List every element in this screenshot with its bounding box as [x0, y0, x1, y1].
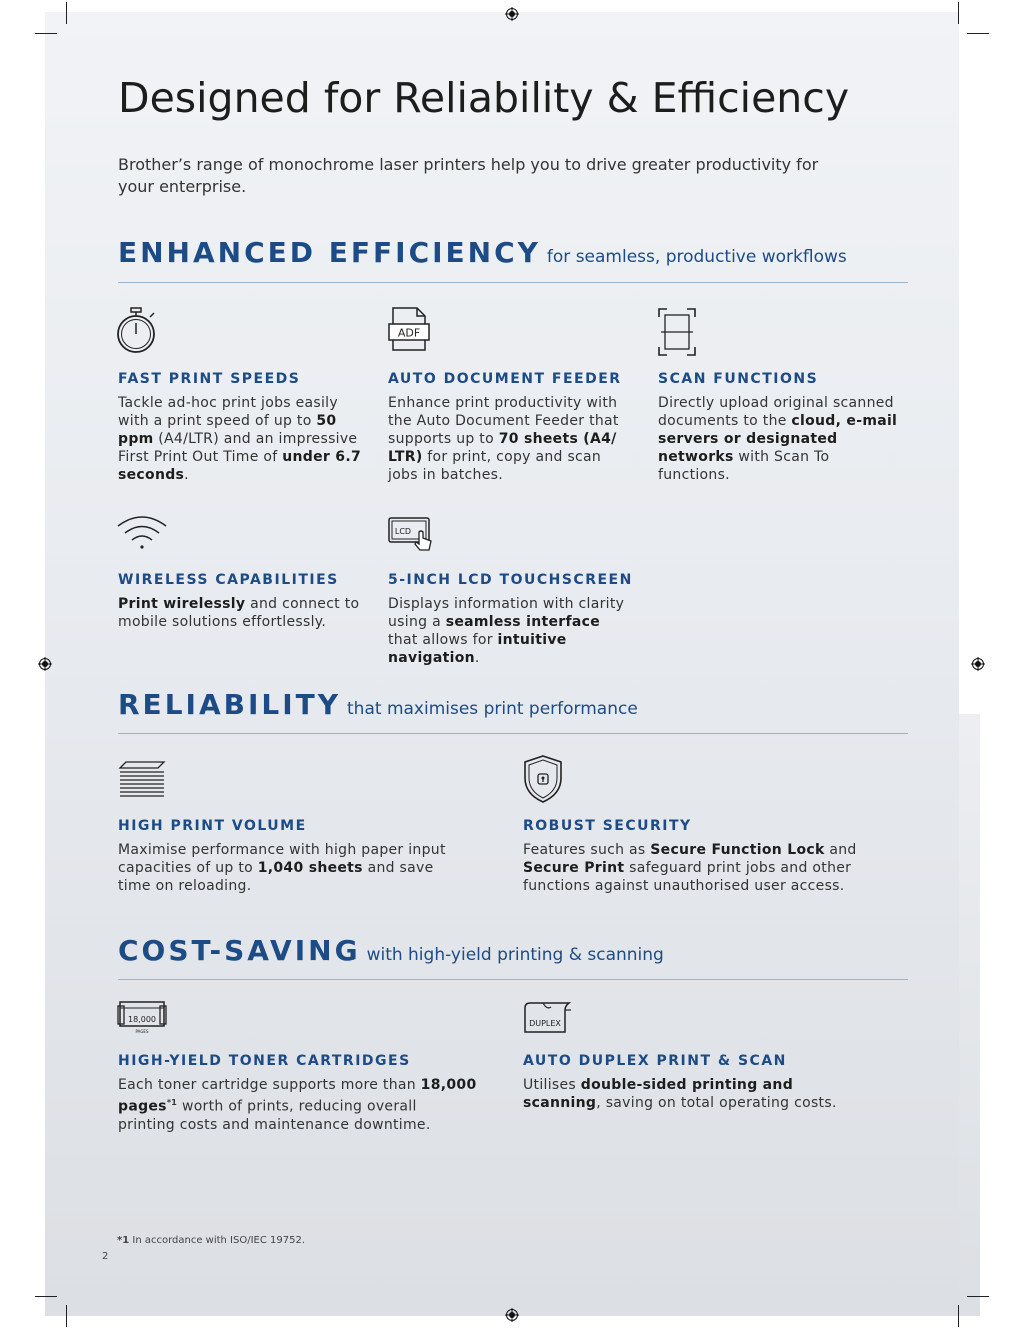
body-bold: 50 ppm	[118, 413, 337, 447]
body-text: Displays information with clarity using a	[388, 596, 625, 630]
body-bold: cloud, e-mail servers or designated networks	[658, 413, 898, 465]
body-bold: Secure Function Lock	[650, 842, 825, 858]
feature-title-lcd: 5-INCH LCD TOUCHSCREEN	[388, 572, 633, 588]
feature-title-security: ROBUST SECURITY	[523, 818, 692, 834]
page-number: 2	[102, 1251, 109, 1262]
body-text: Utilises	[523, 1077, 581, 1093]
registration-mark-icon	[505, 7, 519, 21]
body-text: for print, copy and scan jobs in batches.	[388, 449, 602, 483]
body-text: and save time on reloading.	[118, 860, 434, 894]
wifi-icon	[116, 514, 168, 550]
feature-title-adf: AUTO DOCUMENT FEEDER	[388, 371, 622, 387]
feature-body-duplex	[523, 1076, 868, 1112]
body-text: (A4/LTR) and an impressive First Print Out Time of	[118, 431, 358, 465]
body-bold: Secure Print	[523, 860, 625, 876]
shield-lock-icon	[521, 754, 565, 804]
body-text: Each toner cartridge supports more than	[118, 1077, 421, 1093]
body-text: , saving on total operating costs.	[596, 1095, 837, 1111]
footnote	[117, 1235, 305, 1246]
feature-body-wireless	[118, 595, 363, 631]
section-divider	[118, 979, 908, 980]
lcd-touch-icon	[387, 514, 437, 552]
feature-title-fast-print: FAST PRINT SPEEDS	[118, 371, 301, 387]
crop-mark	[66, 2, 67, 24]
registration-mark-icon	[38, 657, 52, 671]
body-text: worth of prints, reducing overall printing costs and maintenance downtime.	[118, 1098, 431, 1133]
footnote-text: In accordance with ISO/IEC 19752.	[129, 1235, 306, 1246]
body-text: Enhance print productivity with the Auto Document Feeder that supports up to	[388, 395, 619, 447]
registration-mark-icon	[971, 657, 985, 671]
crop-mark	[958, 1305, 959, 1327]
feature-body-fast-print	[118, 394, 363, 484]
body-text: with Scan To functions.	[658, 449, 830, 483]
feature-body-volume	[118, 841, 463, 895]
feature-body-toner	[118, 1076, 478, 1134]
crop-mark	[66, 1305, 67, 1327]
side-strip	[959, 714, 980, 1316]
adf-icon-label: ADF	[397, 326, 421, 340]
duplex-icon-label: DUPLEX	[529, 1019, 561, 1028]
feature-title-duplex: AUTO DUPLEX PRINT & SCAN	[523, 1053, 787, 1069]
intro-paragraph: Brother’s range of monochrome laser printers help you to drive greater productivity for your enterprise.	[118, 155, 819, 196]
body-text: Tackle ad-hoc print jobs easily with a print speed of up to	[118, 395, 338, 429]
section-heading-text: RELIABILITY	[118, 688, 342, 721]
section-heading-efficiency	[118, 236, 847, 269]
toner-icon-sublabel: PAGES	[135, 1029, 149, 1034]
body-text: Features such as	[523, 842, 651, 858]
crop-mark	[958, 2, 959, 24]
feature-body-scan	[658, 394, 903, 484]
section-heading-reliability	[118, 688, 638, 721]
body-text: and connect to mobile solutions effortlessly.	[118, 596, 360, 630]
crop-mark	[35, 33, 57, 34]
body-bold: double-sided printing and scanning	[523, 1077, 794, 1111]
body-bold: intuitive navigation	[388, 632, 567, 666]
registration-mark-icon	[505, 1308, 519, 1322]
feature-body-adf	[388, 394, 628, 484]
feature-title-volume: HIGH PRINT VOLUME	[118, 818, 307, 834]
footnote-marker: *1	[117, 1235, 130, 1246]
footnote-marker: *1	[166, 1098, 178, 1107]
crop-mark	[967, 33, 989, 34]
crop-mark	[35, 1296, 57, 1297]
body-bold: seamless interface	[445, 614, 600, 630]
lcd-icon-label: LCD	[394, 527, 412, 536]
toner-icon-label: 18,000	[128, 1015, 156, 1024]
section-subheading: for seamless, productive workflows	[546, 247, 847, 267]
section-heading-text: ENHANCED EFFICIENCY	[118, 236, 541, 269]
body-text: safeguard print jobs and other functions against unauthorised user access.	[523, 860, 852, 894]
stopwatch-icon	[116, 306, 160, 356]
duplex-page-icon	[521, 1000, 573, 1034]
scan-frame-icon	[657, 307, 697, 357]
feature-body-lcd	[388, 595, 633, 667]
paper-stack-icon	[116, 758, 168, 800]
body-text: and	[824, 842, 857, 858]
section-heading-text: COST-SAVING	[118, 934, 361, 967]
section-subheading: with high-yield printing & scanning	[366, 945, 664, 965]
section-divider	[118, 282, 908, 283]
body-bold: 1,040 sheets	[257, 860, 363, 876]
feature-title-toner: HIGH-YIELD TONER CARTRIDGES	[118, 1053, 411, 1069]
section-subheading: that maximises print performance	[347, 699, 638, 719]
feature-title-scan: SCAN FUNCTIONS	[658, 371, 819, 387]
adf-document-icon	[387, 306, 431, 354]
body-bold: 70 sheets (A4/ LTR)	[388, 431, 617, 465]
page-title: Designed for Reliability & Efficiency	[118, 74, 850, 122]
body-text: Maximise performance with high paper input capacities of up to	[118, 842, 446, 876]
crop-mark	[967, 1296, 989, 1297]
body-bold: under 6.7 seconds	[118, 449, 361, 483]
body-text: Directly upload original scanned documents to the	[658, 395, 894, 429]
body-text: .	[474, 650, 480, 666]
section-heading-cost	[118, 934, 664, 967]
feature-title-wireless: WIRELESS CAPABILITIES	[118, 572, 339, 588]
toner-cartridge-icon	[116, 998, 168, 1038]
body-bold: Print wirelessly	[118, 596, 246, 612]
body-text: .	[184, 467, 189, 483]
section-divider	[118, 733, 908, 734]
body-text: that allows for	[388, 632, 498, 648]
feature-body-security	[523, 841, 868, 895]
body-bold: 18,000 pages	[118, 1077, 477, 1115]
